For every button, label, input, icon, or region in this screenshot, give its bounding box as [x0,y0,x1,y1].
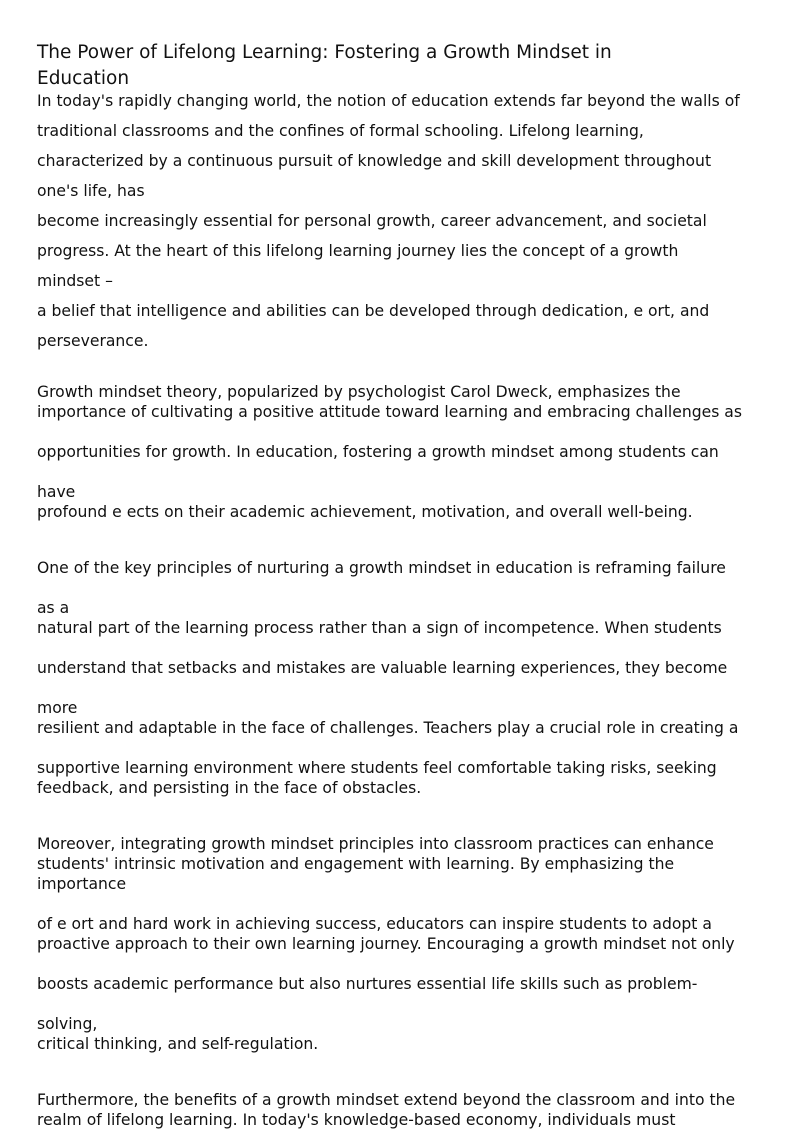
text-line: progress. At the heart of this lifelong learning journey lies the concept of a growth [37,242,679,260]
text-line: feedback, and persisting in the face of obstacles. [37,779,422,797]
text-line: solving, [37,1015,98,1033]
text-line: opportunities for growth. In education, fostering a growth mindset among students can [37,443,719,461]
text-line: Moreover, integrating growth mindset principles into classroom practices can enhance [37,835,714,853]
text-line: students' intrinsic motivation and engagement with learning. By emphasizing the [37,855,675,873]
text-line: realm of lifelong learning. In today's knowledge-based economy, individuals must [37,1111,676,1129]
text-line: have [37,483,76,501]
text-line: mindset – [37,272,113,290]
text-line: perseverance. [37,332,149,350]
text-line: critical thinking, and self-regulation. [37,1035,319,1053]
text-line: importance of cultivating a positive attitude toward learning and embracing challenges as [37,403,742,421]
text-line: more [37,699,78,717]
text-line: a belief that intelligence and abilities can be developed through dedication, e ort, and [37,302,710,320]
text-line: natural part of the learning process rather than a sign of incompetence. When students [37,619,722,637]
page-title: The Power of Lifelong Learning: Fostering a Growth Mindset in Education [37,42,612,89]
text-line: supportive learning environment where students feel comfortable taking risks, seeking [37,759,717,777]
text-line: One of the key principles of nurturing a growth mindset in education is reframing failure [37,559,726,577]
text-line: characterized by a continuous pursuit of knowledge and skill development throughout [37,152,712,170]
text-line: In today's rapidly changing world, the notion of education extends far beyond the walls of [37,92,740,110]
text-line: Growth mindset theory, popularized by psychologist Carol Dweck, emphasizes the [37,383,681,401]
text-line: proactive approach to their own learning journey. Encouraging a growth mindset not only [37,935,735,953]
text-line: one's life, has [37,182,145,200]
text-line: importance [37,875,127,893]
text-line: become increasingly essential for personal growth, career advancement, and societal [37,212,707,230]
text-line: traditional classrooms and the confines of formal schooling. Lifelong learning, [37,122,644,140]
text-line: of e ort and hard work in achieving success, educators can inspire students to adopt a [37,915,712,933]
text-line: understand that setbacks and mistakes are valuable learning experiences, they become [37,659,728,677]
text-line: profound e ects on their academic achievement, motivation, and overall well-being. [37,503,693,521]
text-line: boosts academic performance but also nurtures essential life skills such as problem- [37,975,698,993]
text-line: resilient and adaptable in the face of challenges. Teachers play a crucial role in creating a [37,719,739,737]
text-line: as a [37,599,70,617]
text-line: Furthermore, the benefits of a growth mindset extend beyond the classroom and into the [37,1091,736,1109]
